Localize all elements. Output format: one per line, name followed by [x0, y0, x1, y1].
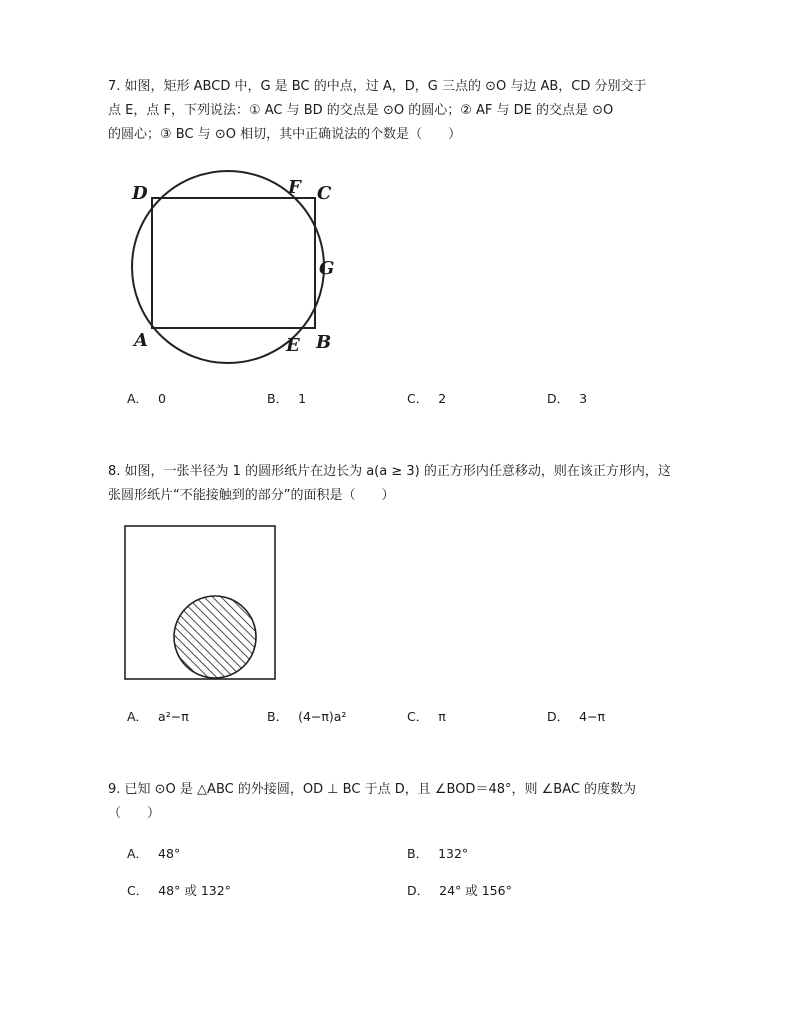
q7-label-F: F — [288, 177, 301, 198]
q7-label-D: D — [132, 183, 148, 204]
q9-option-c-letter: C． — [127, 883, 149, 898]
q9-option-a-letter: A． — [127, 846, 149, 861]
q9-text-line-1: 9. 已知 ⊙O 是 △ABC 的外接圆，OD ⊥ BC 于点 D，且 ∠BOD＝48°，则 ∠BAC 的度数为 — [108, 782, 637, 797]
q8-text-line-2: 张圆形纸片“不能接触到的部分”的面积是（ ） — [108, 488, 395, 503]
q7-option-a-letter: A． — [127, 391, 149, 406]
q8-option-a[interactable] — [127, 707, 189, 725]
q8-option-d[interactable] — [547, 707, 605, 725]
q9-option-d[interactable] — [407, 881, 512, 899]
q7-option-c[interactable] — [407, 389, 446, 407]
q7-label-G: G — [319, 258, 335, 279]
q7-figure — [118, 166, 348, 366]
q9-option-a-value: 48° — [158, 846, 181, 861]
q9-option-b-letter: B． — [407, 846, 429, 861]
q9-option-d-value: 24° 或 156° — [439, 883, 512, 898]
q7-option-c-letter: C． — [407, 391, 429, 406]
q7-option-b-value: 1 — [298, 391, 307, 406]
q8-option-b[interactable] — [267, 707, 346, 725]
q8-option-d-letter: D． — [547, 709, 570, 724]
q7-option-a-value: 0 — [158, 391, 166, 406]
q9-option-a[interactable] — [127, 844, 180, 862]
q9-option-c[interactable] — [127, 881, 231, 899]
q7-text-line-3: 的圆心；③ BC 与 ⊙O 相切，其中正确说法的个数是（ ） — [108, 127, 462, 142]
q8-option-d-value: 4−π — [579, 709, 606, 724]
q8-option-b-value: (4−π)a² — [298, 709, 347, 724]
q7-label-B: B — [316, 332, 332, 353]
q8-option-c[interactable] — [407, 707, 446, 725]
q9-option-d-letter: D． — [407, 883, 430, 898]
q8-text-line-1: 8. 如图，一张半径为 1 的圆形纸片在边长为 a(a ≥ 3) 的正方形内任意移动，则在该正方形内，这 — [108, 464, 671, 479]
q7-text-line-1: 7. 如图，矩形 ABCD 中，G 是 BC 的中点，过 A，D，G 三点的 ⊙O 与边 AB，CD 分别交于 — [108, 79, 647, 94]
q8-figure — [122, 524, 282, 684]
q7-option-a[interactable] — [127, 389, 166, 407]
q7-option-b-letter: B． — [267, 391, 289, 406]
q7-option-d[interactable] — [547, 389, 587, 407]
q7-label-A: A — [134, 330, 148, 351]
q7-text-line-2: 点 E，点 F，下列说法：① AC 与 BD 的交点是 ⊙O 的圆心；② AF 与 DE 的交点是 ⊙O — [108, 103, 614, 118]
q8-option-a-value: a²−π — [158, 709, 189, 724]
q7-option-c-value: 2 — [438, 391, 447, 406]
q8-hatched-circle — [174, 596, 256, 678]
q7-option-b[interactable] — [267, 389, 306, 407]
q7-option-d-letter: D． — [547, 391, 570, 406]
q7-option-d-value: 3 — [579, 391, 588, 406]
q8-option-a-letter: A． — [127, 709, 149, 724]
q8-option-b-letter: B． — [267, 709, 289, 724]
q7-label-E: E — [286, 335, 300, 356]
q9-option-b[interactable] — [407, 844, 468, 862]
q9-option-b-value: 132° — [438, 846, 469, 861]
q8-option-c-letter: C． — [407, 709, 429, 724]
q9-text-line-2: （ ） — [108, 806, 161, 821]
q7-label-C: C — [317, 183, 332, 204]
q7-rectangle — [152, 198, 315, 328]
q8-option-c-value: π — [438, 709, 446, 724]
q9-option-c-value: 48° 或 132° — [158, 883, 231, 898]
